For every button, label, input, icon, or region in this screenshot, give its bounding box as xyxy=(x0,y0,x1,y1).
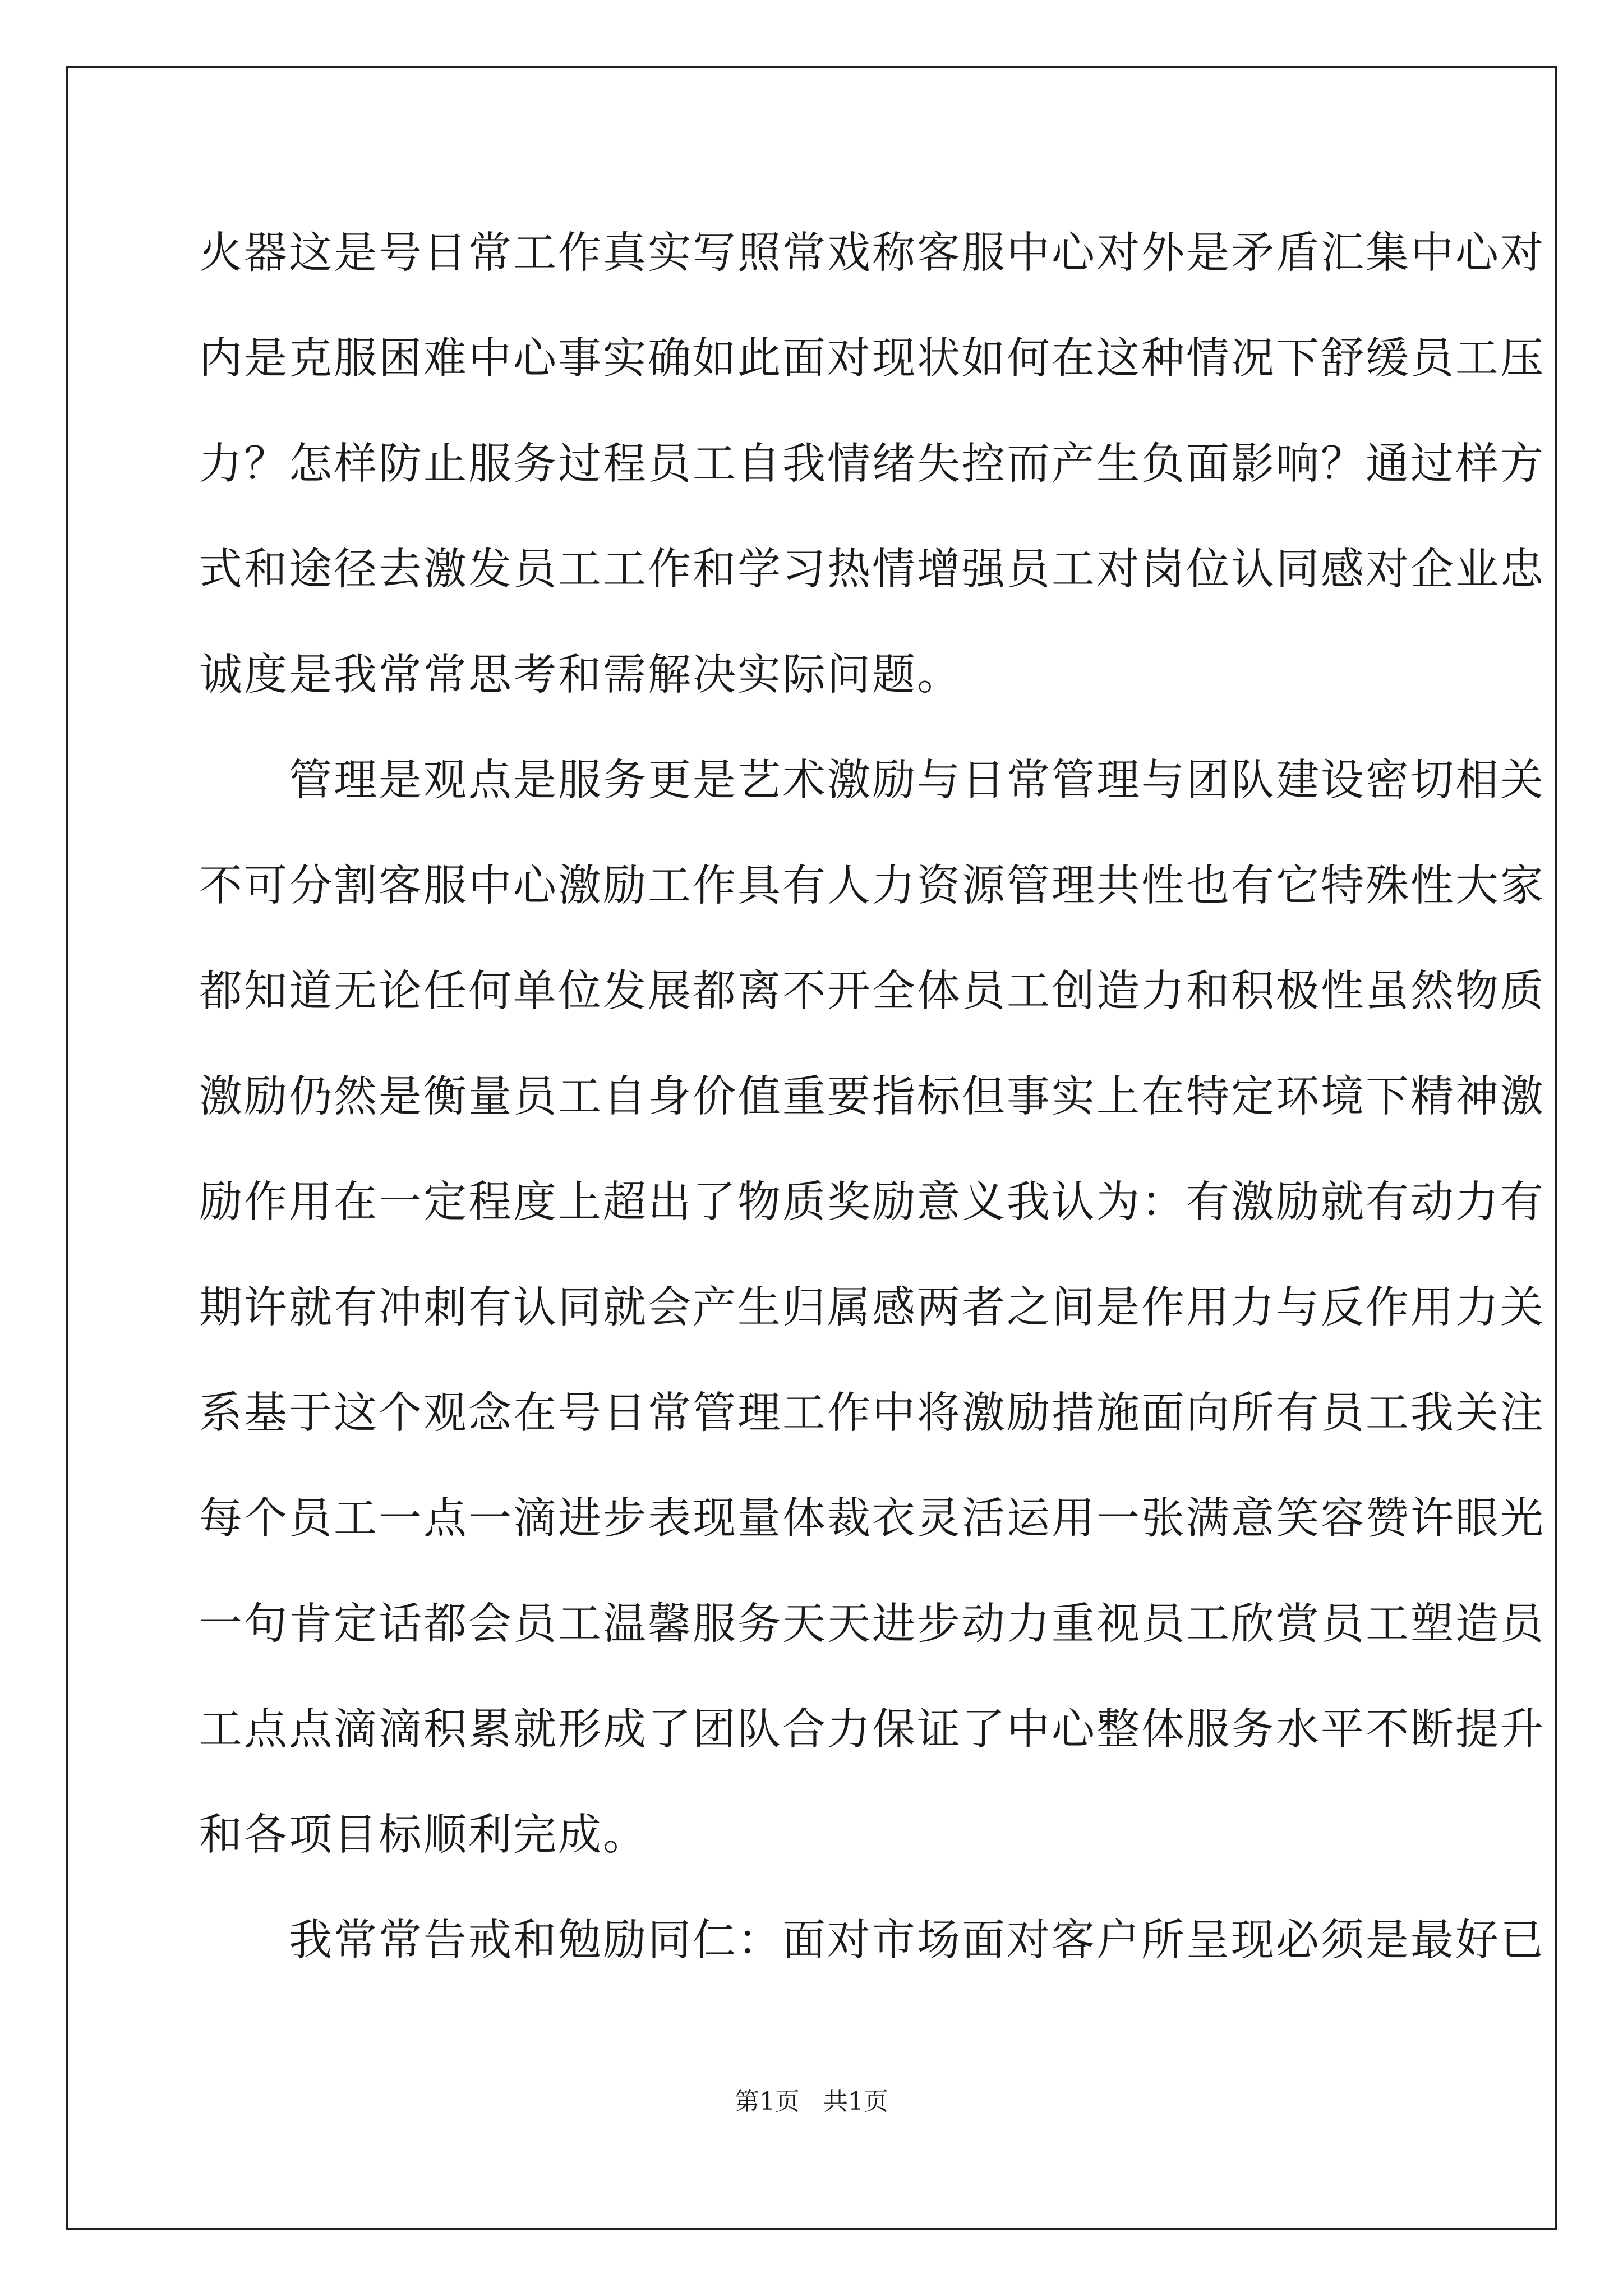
text-line: 每个员工一点一滴进步表现量体裁衣灵活运用一张满意笑容赞许眼光 xyxy=(199,1494,1545,1544)
text-line: 工点点滴滴积累就形成了团队合力保证了中心整体服务水平不断提升 xyxy=(199,1705,1545,1755)
text-line: 我常常告戒和勉励同仁：面对市场面对客户所呈现必须是最好已 xyxy=(199,1916,1545,1966)
text-line: 不可分割客服中心激励工作具有人力资源管理共性也有它特殊性大家 xyxy=(199,861,1545,911)
text-line: 内是克服困难中心事实确如此面对现状如何在这种情况下舒缓员工压 xyxy=(199,334,1545,384)
page-total: 共1页 xyxy=(823,2087,888,2116)
text-line: 力？怎样防止服务过程员工自我情绪失控而产生负面影响？通过样方 xyxy=(199,439,1545,489)
text-line: 和各项目标顺利完成。 xyxy=(199,1810,648,1860)
text-line: 一句肯定话都会员工温馨服务天天进步动力重视员工欣赏员工塑造员 xyxy=(199,1599,1545,1649)
text-line: 激励仍然是衡量员工自身价值重要指标但事实上在特定环境下精神激 xyxy=(199,1072,1545,1122)
text-line: 式和途径去激发员工工作和学习热情增强员工对岗位认同感对企业忠 xyxy=(199,545,1545,595)
page-footer xyxy=(0,2081,1623,2117)
text-line: 火器这是号日常工作真实写照常戏称客服中心对外是矛盾汇集中心对 xyxy=(199,228,1545,278)
text-line: 励作用在一定程度上超出了物质奖励意义我认为：有激励就有动力有 xyxy=(199,1177,1545,1227)
page-number: 第1页 xyxy=(735,2087,800,2116)
footer-spacer xyxy=(800,2087,823,2116)
text-line: 系基于这个观念在号日常管理工作中将激励措施面向所有员工我关注 xyxy=(199,1388,1545,1438)
text-line: 诚度是我常常思考和需解决实际问题。 xyxy=(199,650,962,700)
text-line: 期许就有冲刺有认同就会产生归属感两者之间是作用力与反作用力关 xyxy=(199,1283,1545,1333)
text-line: 都知道无论任何单位发展都离不开全体员工创造力和积极性虽然物质 xyxy=(199,967,1545,1016)
document-body xyxy=(199,201,1545,1994)
text-line: 管理是观点是服务更是艺术激励与日常管理与团队建设密切相关 xyxy=(199,756,1545,806)
